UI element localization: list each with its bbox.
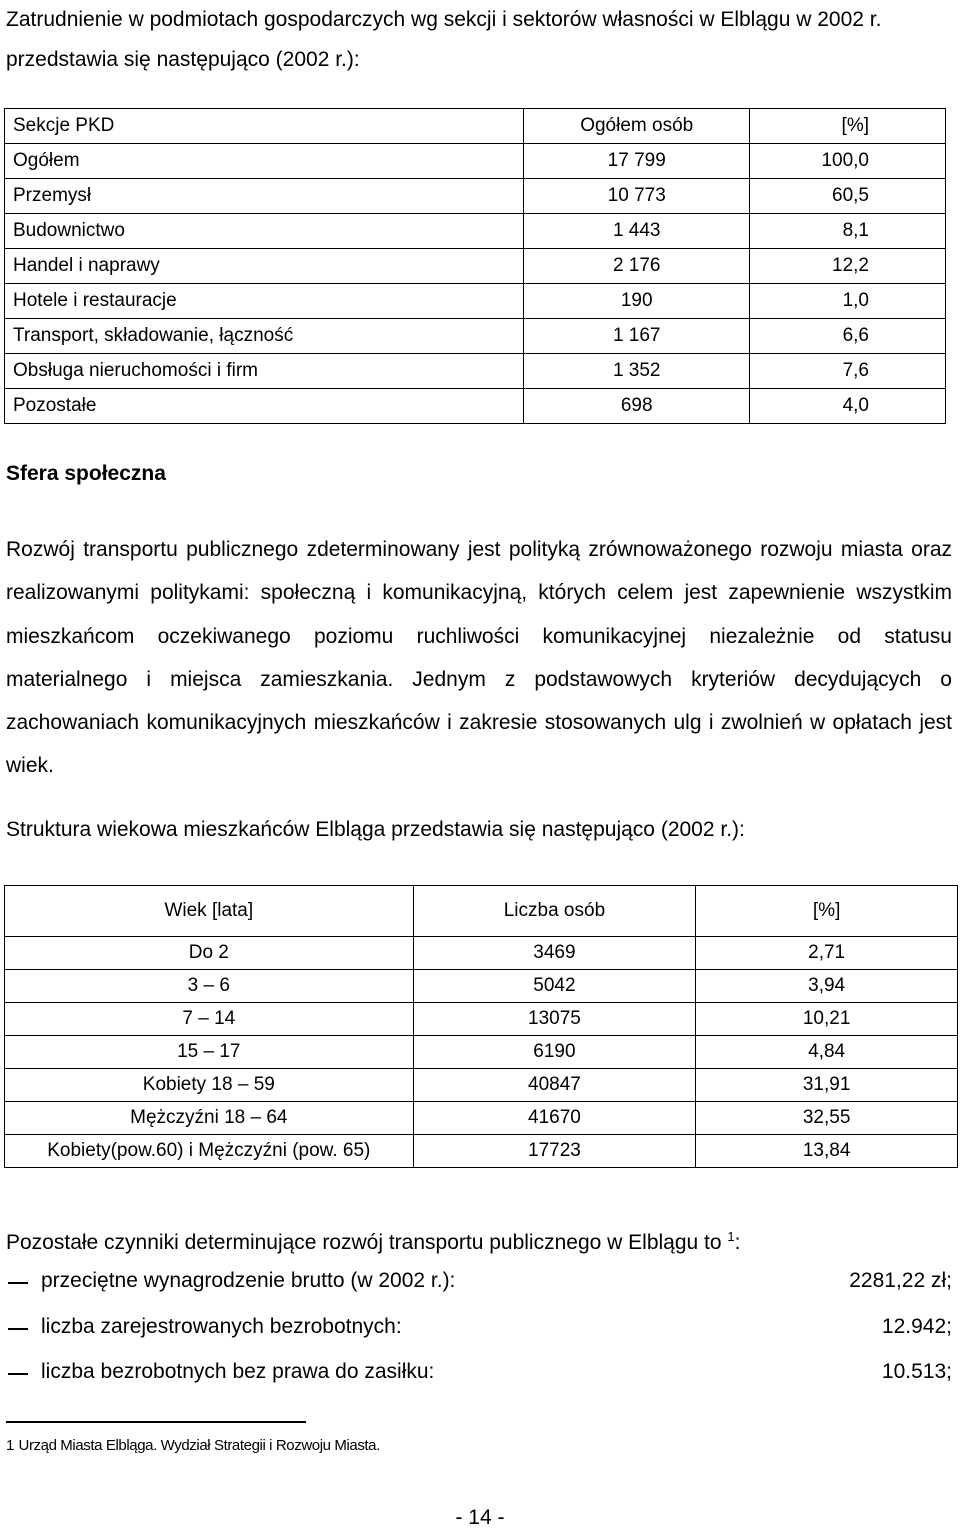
age-table-row [5, 1102, 958, 1135]
table-cell: 7,6 [750, 354, 946, 389]
age-table-row [5, 937, 958, 970]
table-cell: Mężczyźni 18 – 64 [5, 1102, 414, 1135]
table-cell: 17 799 [524, 144, 750, 179]
table-cell: Obsługa nieruchomości i firm [5, 354, 524, 389]
dash-bullet-icon [8, 1282, 28, 1284]
age-structure-intro: Struktura wiekowa mieszkańców Elbląga przedstawia się następująco (2002 r.): [6, 818, 745, 841]
age-table-row [5, 1003, 958, 1036]
age-table-row [5, 1036, 958, 1069]
table-cell: 8,1 [750, 214, 946, 249]
age-table-row [5, 970, 958, 1003]
social-paragraph: Rozwój transportu publicznego zdeterminowany jest polityką zrównoważonego rozwoju miasta oraz realizowanymi politykami: społeczną i komunikacyjną, których celem jest zapewnienie wszystkim mieszkańcom oczekiwanego poziomu ruchliwości komunikacyjnej niezależnie od statusu materialnego i miejsca zamieszkania. Jednym z podstawowych kryteriów decydujących o zachowaniach komunikacyjnych mieszkańców i zakresie stosowanych ulg i zwolnień w opłatach jest wiek. [6, 538, 952, 778]
table-cell: Handel i naprawy [5, 249, 524, 284]
table-cell: 3,94 [696, 970, 958, 1003]
table-cell: Kobiety 18 – 59 [5, 1069, 414, 1102]
factor-value: 2281,22 zł; [849, 1269, 952, 1292]
column-header: [%] [696, 886, 958, 937]
table-cell: 2,71 [696, 937, 958, 970]
employment-table-row [5, 319, 946, 354]
table-cell: 13,84 [696, 1135, 958, 1168]
employment-table [4, 108, 946, 424]
section-heading: Sfera społeczna [6, 462, 166, 485]
column-header: Sekcje PKD [5, 109, 524, 144]
factor-item-unemployed-without-benefit [0, 1355, 952, 1391]
table-cell: 4,84 [696, 1036, 958, 1069]
table-cell: Kobiety(pow.60) i Mężczyźni (pow. 65) [5, 1135, 414, 1168]
footnote-divider [6, 1421, 306, 1423]
dash-bullet-icon [8, 1373, 28, 1375]
table-cell: 15 – 17 [5, 1036, 414, 1069]
column-header: Liczba osób [413, 886, 696, 937]
table-cell: 13075 [413, 1003, 696, 1036]
table-cell: 12,2 [750, 249, 946, 284]
footnote [6, 1437, 380, 1454]
table-cell: 5042 [413, 970, 696, 1003]
employment-table-row [5, 354, 946, 389]
table-cell: 2 176 [524, 249, 750, 284]
table-cell: 6190 [413, 1036, 696, 1069]
factor-item-salary [0, 1264, 952, 1300]
employment-table-row [5, 144, 946, 179]
dash-bullet-icon [8, 1328, 28, 1330]
table-cell: 698 [524, 389, 750, 424]
age-table-row [5, 1069, 958, 1102]
table-cell: Do 2 [5, 937, 414, 970]
column-header: Ogółem osób [524, 109, 750, 144]
table-cell: 7 – 14 [5, 1003, 414, 1036]
table-cell: 60,5 [750, 179, 946, 214]
factor-label: liczba bezrobotnych bez prawa do zasiłku: [41, 1360, 435, 1383]
column-header: [%] [750, 109, 946, 144]
factor-label: przeciętne wynagrodzenie brutto (w 2002 r.): [41, 1269, 456, 1292]
table-cell: 10 773 [524, 179, 750, 214]
table-cell: 31,91 [696, 1069, 958, 1102]
table-header-row [5, 109, 946, 144]
table-cell: 40847 [413, 1069, 696, 1102]
table-cell: 1 167 [524, 319, 750, 354]
employment-table-row [5, 214, 946, 249]
table-cell: 3469 [413, 937, 696, 970]
table-cell: 3 – 6 [5, 970, 414, 1003]
age-table-row [5, 1135, 958, 1168]
age-table [4, 885, 958, 1168]
table-cell: 190 [524, 284, 750, 319]
table-cell: 1,0 [750, 284, 946, 319]
table-cell: 1 352 [524, 354, 750, 389]
other-factors-intro-text: Pozostałe czynniki determinujące rozwój transportu publicznego w Elblągu to [6, 1231, 722, 1254]
factor-value: 10.513; [881, 1360, 952, 1383]
table-cell: 17723 [413, 1135, 696, 1168]
table-cell: 32,55 [696, 1102, 958, 1135]
table-cell: 6,6 [750, 319, 946, 354]
footnote-text: Urząd Miasta Elbląga. Wydział Strategii i Rozwoju Miasta. [18, 1437, 380, 1454]
page-number: - 14 - [455, 1506, 505, 1529]
employment-table-row [5, 389, 946, 424]
table-cell: Budownictwo [5, 214, 524, 249]
table-header-row [5, 886, 958, 937]
employment-table-row [5, 179, 946, 214]
factor-value: 12.942; [881, 1315, 952, 1338]
table-cell: 10,21 [696, 1003, 958, 1036]
table-cell: Hotele i restauracje [5, 284, 524, 319]
table-cell: 4,0 [750, 389, 946, 424]
table-cell: 100,0 [750, 144, 946, 179]
factor-label: liczba zarejestrowanych bezrobotnych: [41, 1315, 402, 1338]
table-cell: 41670 [413, 1102, 696, 1135]
other-factors-intro [6, 1219, 952, 1261]
footnote-reference: 1 [727, 1229, 735, 1244]
table-cell: Transport, składowanie, łączność [5, 319, 524, 354]
other-factors-intro-suffix: : [734, 1231, 741, 1254]
employment-table-row [5, 249, 946, 284]
table-cell: Ogółem [5, 144, 524, 179]
intro-paragraph: Zatrudnienie w podmiotach gospodarczych wg sekcji i sektorów własności w Elblągu w 2002 r. przedstawia się następująco (2002 r.): [6, 8, 882, 71]
table-cell: 1 443 [524, 214, 750, 249]
footnote-number: 1 [6, 1437, 15, 1454]
employment-table-row [5, 284, 946, 319]
table-cell: Przemysł [5, 179, 524, 214]
table-cell: Pozostałe [5, 389, 524, 424]
column-header: Wiek [lata] [5, 886, 414, 937]
factor-item-registered-unemployed [0, 1310, 952, 1346]
